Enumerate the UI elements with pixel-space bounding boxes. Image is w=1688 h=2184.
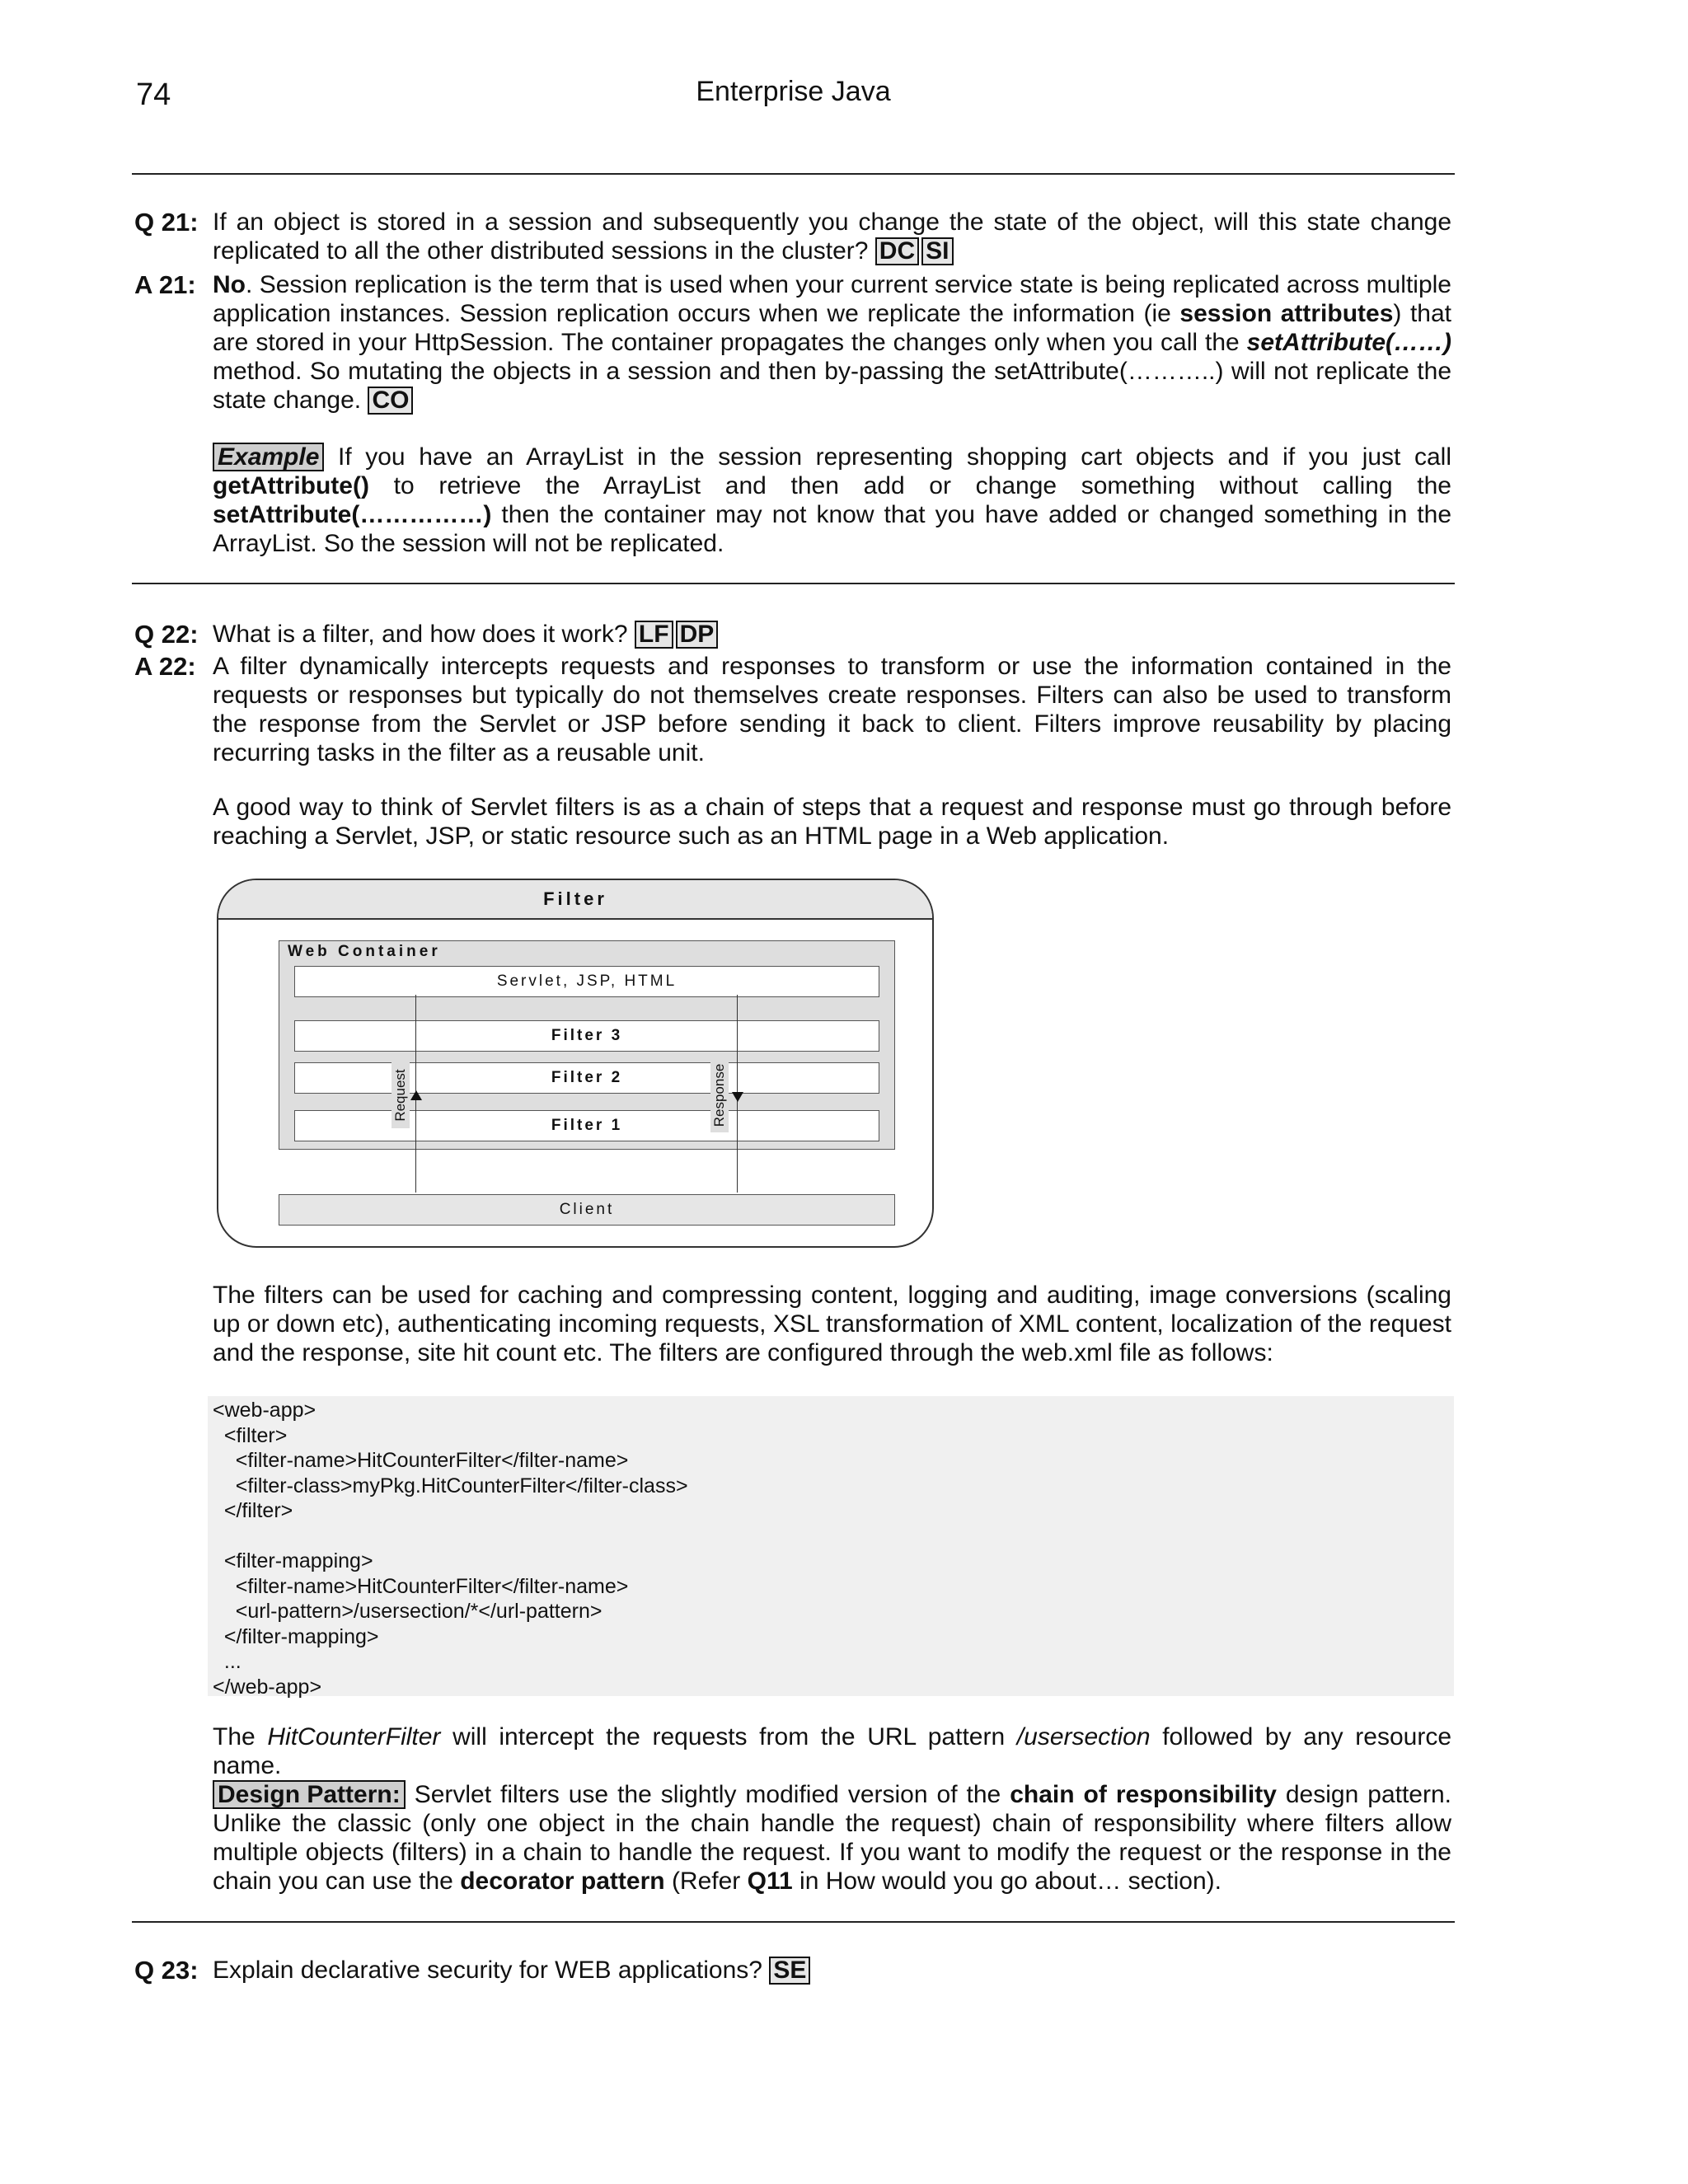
code-line: <web-app> xyxy=(213,1399,316,1422)
answer-22 xyxy=(134,652,1451,767)
page-number: 74 xyxy=(136,77,171,112)
hitcounter-paragraph: The HitCounterFilter will intercept the requests from the URL pattern /usersection followed by any resource name. xyxy=(213,1723,1451,1779)
response-label: Response xyxy=(710,1058,729,1132)
design-pattern-paragraph: Design Pattern: Servlet filters use the slightly modified version of the chain of responsibility design pattern. Unlike the classic (only one object in the chain handle the request) chain of responsibility where filters allow multiple objects (filters) in a chain to handle the request. If you want to modify the request or the response in the chain you can use the decorator pattern (Refer Q11 in How would you go about… section). xyxy=(213,1781,1451,1895)
code-line: </filter> xyxy=(213,1499,293,1522)
tag-dp: DP xyxy=(676,621,719,649)
question-23 xyxy=(134,1956,1451,1985)
answer-21 xyxy=(134,270,1451,415)
running-title: Enterprise Java xyxy=(696,76,891,107)
question-text: Explain declarative security for WEB applications? SE xyxy=(213,1956,1451,1985)
tag-dc: DC xyxy=(875,237,919,265)
code-line: <filter> xyxy=(213,1423,288,1447)
filter-3-box: Filter 3 xyxy=(294,1020,879,1052)
answer-label: A 21: xyxy=(134,270,196,299)
question-label: Q 21: xyxy=(134,208,199,237)
header-divider xyxy=(132,173,1455,175)
code-line: </filter-mapping> xyxy=(213,1624,379,1648)
web-container-label: Web Container xyxy=(288,943,441,960)
code-line xyxy=(208,1524,1454,1549)
diagram-title: Filter xyxy=(218,880,932,920)
code-line: <filter-name>HitCounterFilter</filter-name> xyxy=(213,1574,629,1598)
resource-box: Servlet, JSP, HTML xyxy=(294,966,879,997)
filter-1-box: Filter 1 xyxy=(294,1110,879,1141)
answer-text: No. Session replication is the term that is used when your current service state is being replicated across multiple application instances. Session replication occurs when we replicate the information (ie session attributes) that are stored in your HttpSession. The container propagates the changes only when you call the setAttribute(……) method. So mutating the objects in a session and then by-passing the setAttribute(………..) will not replicate the state change. CO xyxy=(213,271,1451,414)
example-paragraph: Example If you have an ArrayList in the session representing shopping cart objects and if you just call getAttribute() to retrieve the ArrayList and then add or change something without calling the setAttribute(……………) then the container may not know that you have added or changed something in the ArrayList. So the session will not be replicated. xyxy=(213,443,1451,557)
code-line: ... xyxy=(213,1650,241,1673)
filter-frame xyxy=(217,879,934,1248)
question-22 xyxy=(134,620,1451,649)
answer-text: A filter dynamically intercepts requests and responses to transform or use the information contained in the requests or responses but typically do not themselves create responses. Filters can also be used to transform the response from the Servlet or JSP before sending it back to client. Filters improve reusability by placing recurring tasks in the filter as a reusable unit. xyxy=(213,653,1451,766)
filter-chain-paragraph: A good way to think of Servlet filters is as a chain of steps that a request and response must go through before reaching a Servlet, JSP, or static resource such as an HTML page in a Web application. xyxy=(213,794,1451,850)
section-divider xyxy=(132,1921,1455,1923)
tag-se: SE xyxy=(769,1957,810,1985)
tag-si: SI xyxy=(921,237,953,265)
request-label: Request xyxy=(392,1062,410,1128)
filter-2-box: Filter 2 xyxy=(294,1062,879,1094)
question-label: Q 22: xyxy=(134,620,199,649)
question-21 xyxy=(134,208,1451,265)
web-xml-code-block xyxy=(208,1396,1454,1699)
section-divider xyxy=(132,583,1455,584)
code-line: </web-app> xyxy=(213,1675,322,1699)
filter-diagram xyxy=(217,879,934,1248)
example-tag: Example xyxy=(213,443,324,471)
down-arrow-icon xyxy=(728,1089,748,1105)
question-text: If an object is stored in a session and subsequently you change the state of the object, will this state change replicated to all the other distributed sessions in the cluster? DC SI xyxy=(213,209,1451,265)
code-line: <filter-class>myPkg.HitCounterFilter</filter-class> xyxy=(213,1474,688,1497)
tag-lf: LF xyxy=(635,621,673,649)
client-box: Client xyxy=(279,1194,895,1226)
web-container xyxy=(279,940,895,1150)
filter-uses-paragraph: The filters can be used for caching and compressing content, logging and auditing, image conversions (scaling up or down etc), authenticating incoming requests, XSL transformation of XML content, localization of the request and the response, site hit count etc. The filters are configured through the web.xml file as follows: xyxy=(213,1282,1451,1366)
question-label: Q 23: xyxy=(134,1956,199,1985)
code-line: <filter-mapping> xyxy=(213,1549,373,1572)
design-pattern-tag: Design Pattern: xyxy=(213,1780,406,1809)
code-line: <url-pattern>/usersection/*</url-pattern> xyxy=(213,1600,603,1623)
answer-label: A 22: xyxy=(134,652,196,681)
code-line: <filter-name>HitCounterFilter</filter-name> xyxy=(213,1449,629,1472)
question-text: What is a filter, and how does it work? LF DP xyxy=(213,620,1451,649)
tag-co: CO xyxy=(368,387,413,415)
